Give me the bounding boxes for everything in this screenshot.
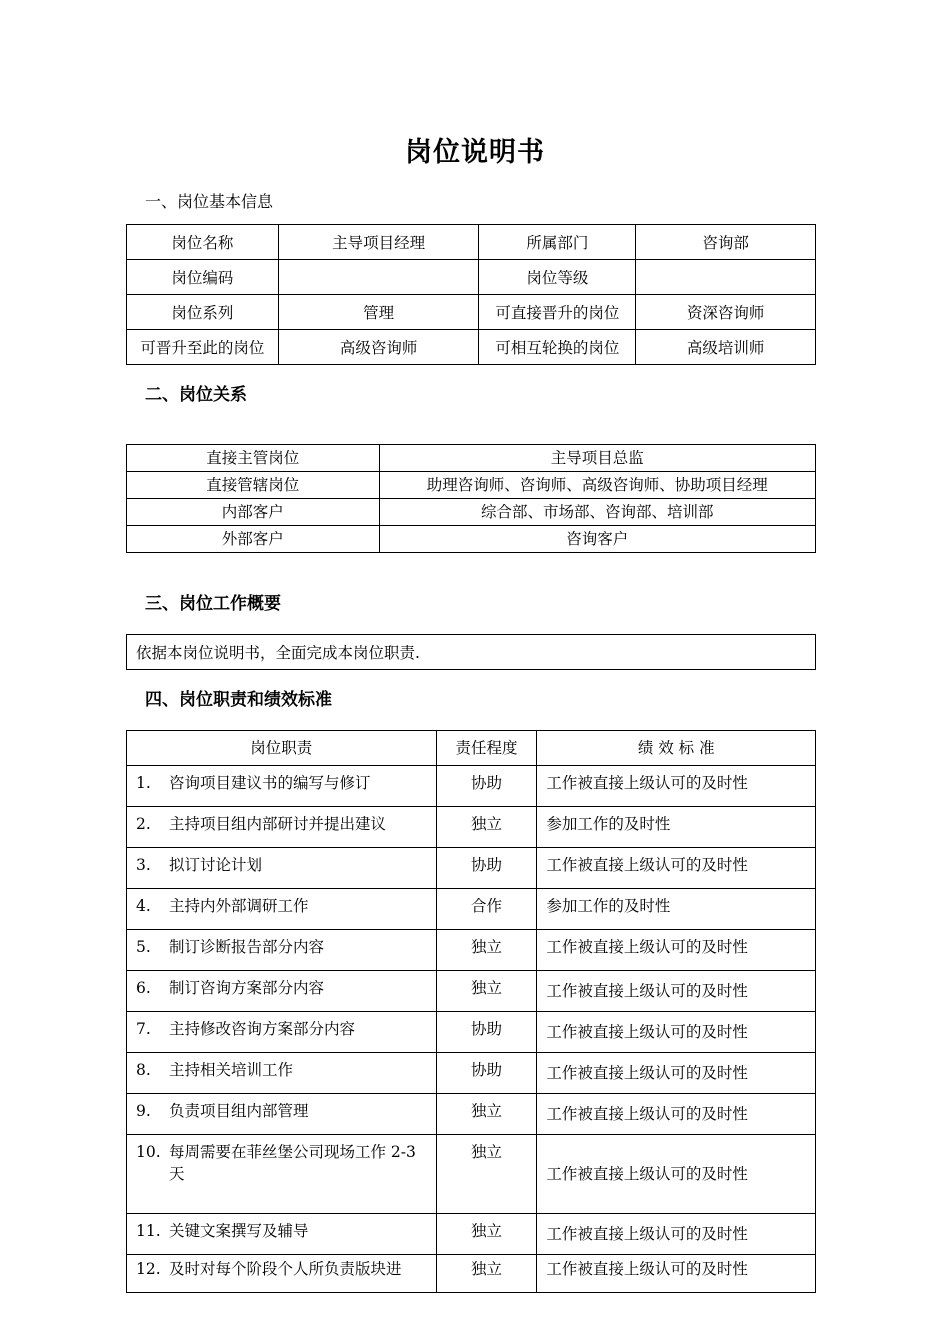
table-cell: 主导项目经理	[278, 225, 479, 260]
standard-cell: 工作被直接上级认可的及时性	[537, 848, 816, 889]
duty-cell	[127, 1135, 437, 1214]
row-number: 6.	[136, 979, 151, 997]
standard-cell: 工作被直接上级认可的及时性	[537, 1255, 816, 1293]
column-header: 绩 效 标 准	[537, 731, 816, 766]
table-cell: 岗位等级	[479, 260, 636, 295]
duty-text: 主持项目组内部研讨并提出建议	[169, 815, 387, 833]
duties-table	[126, 730, 816, 1293]
document-title: 岗位说明书	[405, 137, 545, 168]
duty-cell	[127, 889, 437, 930]
table-row	[127, 472, 816, 499]
duty-text: 拟订讨论计划	[169, 856, 263, 874]
column-header: 岗位职责	[127, 731, 437, 766]
table-row	[127, 260, 816, 295]
level-cell: 协助	[436, 1053, 537, 1094]
table-cell: 岗位编码	[127, 260, 279, 295]
table-cell: 岗位名称	[127, 225, 279, 260]
section-1-heading: 一、岗位基本信息	[145, 192, 274, 211]
row-number: 8.	[136, 1061, 151, 1079]
row-number: 10.	[136, 1143, 161, 1161]
row-number: 2.	[136, 815, 151, 833]
table-cell: 直接主管岗位	[127, 445, 380, 472]
section-3-heading: 三、岗位工作概要	[145, 594, 281, 614]
duty-text: 负责项目组内部管理	[169, 1102, 309, 1120]
table-row	[127, 1053, 816, 1094]
level-cell: 协助	[436, 1012, 537, 1053]
level-cell: 独立	[436, 1214, 537, 1255]
duty-text: 主持内外部调研工作	[169, 897, 309, 915]
table-cell: 可直接晋升的岗位	[479, 295, 636, 330]
duty-text: 每周需要在菲丝堡公司现场工作 2-3天	[169, 1143, 416, 1183]
table-row	[127, 225, 816, 260]
table-row	[127, 330, 816, 365]
level-cell: 独立	[436, 1255, 537, 1293]
standard-cell: 工作被直接上级认可的及时性	[537, 1053, 816, 1094]
table-row	[127, 807, 816, 848]
level-cell: 协助	[436, 766, 537, 807]
table-row	[127, 499, 816, 526]
duty-text: 制订咨询方案部分内容	[169, 979, 325, 997]
level-cell: 独立	[436, 1135, 537, 1214]
duty-cell	[127, 848, 437, 889]
table-row	[127, 971, 816, 1012]
duty-cell	[127, 1094, 437, 1135]
duty-text: 咨询项目建议书的编写与修订	[169, 774, 371, 792]
table-cell: 高级咨询师	[278, 330, 479, 365]
relations-table	[126, 444, 816, 553]
standard-cell: 工作被直接上级认可的及时性	[537, 1214, 816, 1255]
table-row	[127, 848, 816, 889]
duty-cell	[127, 1255, 437, 1293]
duty-text: 制订诊断报告部分内容	[169, 938, 325, 956]
duty-text: 关键文案撰写及辅导	[169, 1222, 309, 1240]
table-cell	[636, 260, 816, 295]
table-cell: 岗位系列	[127, 295, 279, 330]
table-cell: 所属部门	[479, 225, 636, 260]
row-number: 9.	[136, 1102, 151, 1120]
duty-cell	[127, 1214, 437, 1255]
standard-cell: 工作被直接上级认可的及时性	[537, 1012, 816, 1053]
table-row	[127, 1135, 816, 1214]
duty-text: 及时对每个阶段个人所负责版块进	[169, 1260, 402, 1278]
standard-cell: 参加工作的及时性	[537, 807, 816, 848]
row-number: 5.	[136, 938, 151, 956]
duty-cell	[127, 930, 437, 971]
duty-cell	[127, 766, 437, 807]
summary-text: 依据本岗位说明书，全面完成本岗位职责.	[127, 635, 816, 670]
level-cell: 合作	[436, 889, 537, 930]
table-row	[127, 295, 816, 330]
table-row	[127, 1012, 816, 1053]
table-row	[127, 635, 816, 670]
duty-cell	[127, 971, 437, 1012]
table-row	[127, 889, 816, 930]
table-row	[127, 766, 816, 807]
table-row	[127, 930, 816, 971]
table-cell: 综合部、市场部、咨询部、培训部	[379, 499, 815, 526]
standard-cell: 工作被直接上级认可的及时性	[537, 1094, 816, 1135]
duty-cell	[127, 1053, 437, 1094]
column-header: 责任程度	[436, 731, 537, 766]
table-cell: 可晋升至此的岗位	[127, 330, 279, 365]
standard-cell: 工作被直接上级认可的及时性	[537, 1135, 816, 1214]
table-header-row	[127, 731, 816, 766]
table-cell	[278, 260, 479, 295]
duty-cell	[127, 1012, 437, 1053]
level-cell: 独立	[436, 971, 537, 1012]
table-cell: 高级培训师	[636, 330, 816, 365]
level-cell: 协助	[436, 848, 537, 889]
table-row	[127, 445, 816, 472]
standard-cell: 工作被直接上级认可的及时性	[537, 971, 816, 1012]
duty-cell	[127, 807, 437, 848]
standard-cell: 工作被直接上级认可的及时性	[537, 930, 816, 971]
table-cell: 内部客户	[127, 499, 380, 526]
row-number: 11.	[136, 1222, 161, 1240]
section-4-heading: 四、岗位职责和绩效标准	[145, 690, 332, 710]
table-cell: 主导项目总监	[379, 445, 815, 472]
table-cell: 咨询部	[636, 225, 816, 260]
table-cell: 咨询客户	[379, 526, 815, 553]
row-number: 7.	[136, 1020, 151, 1038]
summary-table	[126, 634, 816, 670]
level-cell: 独立	[436, 1094, 537, 1135]
table-cell: 助理咨询师、咨询师、高级咨询师、协助项目经理	[379, 472, 815, 499]
basic-info-table	[126, 224, 816, 365]
duty-text: 主持相关培训工作	[169, 1061, 294, 1079]
table-cell: 管理	[278, 295, 479, 330]
table-row	[127, 526, 816, 553]
table-row	[127, 1094, 816, 1135]
table-cell: 外部客户	[127, 526, 380, 553]
duty-text: 主持修改咨询方案部分内容	[169, 1020, 356, 1038]
table-cell: 资深咨询师	[636, 295, 816, 330]
row-number: 4.	[136, 897, 151, 915]
section-2-heading: 二、岗位关系	[145, 385, 247, 405]
row-number: 3.	[136, 856, 151, 874]
row-number: 1.	[136, 774, 151, 792]
standard-cell: 参加工作的及时性	[537, 889, 816, 930]
row-number: 12.	[136, 1260, 161, 1278]
level-cell: 独立	[436, 930, 537, 971]
table-row	[127, 1214, 816, 1255]
table-row	[127, 1255, 816, 1293]
table-cell: 直接管辖岗位	[127, 472, 380, 499]
table-cell: 可相互轮换的岗位	[479, 330, 636, 365]
level-cell: 独立	[436, 807, 537, 848]
standard-cell: 工作被直接上级认可的及时性	[537, 766, 816, 807]
